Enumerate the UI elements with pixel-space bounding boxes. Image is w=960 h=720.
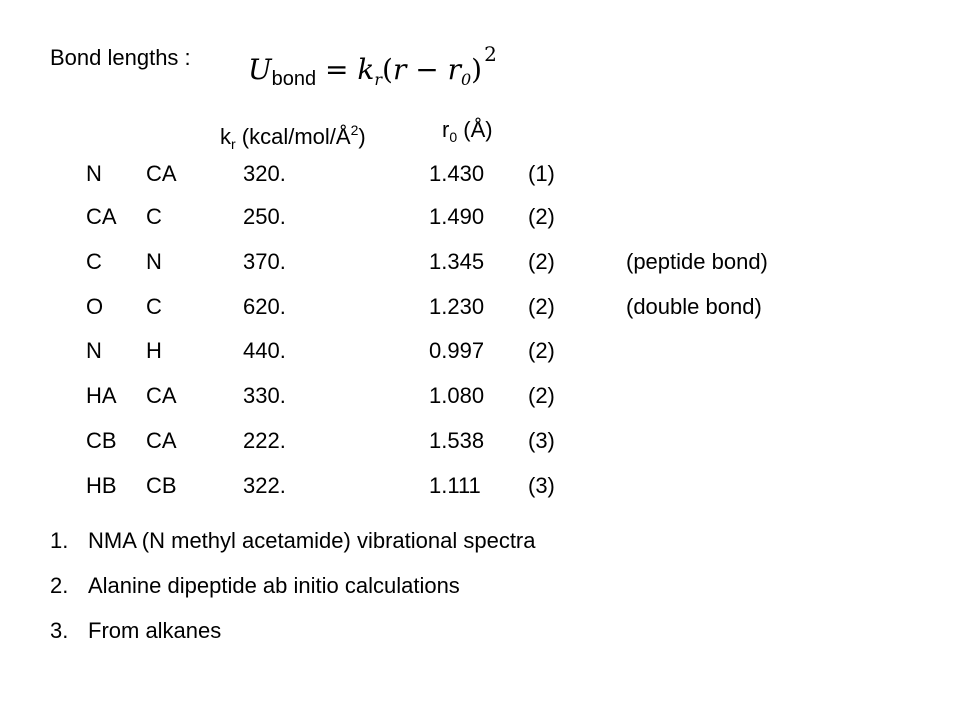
formula-r0-subscript: 0 (460, 70, 472, 89)
reference-text: Alanine dipeptide ab initio calculations (88, 573, 460, 598)
header-kr-subscript: r (231, 136, 236, 152)
formula-lhs: U (248, 53, 272, 86)
atom-1: HB (86, 473, 117, 498)
atom-1: O (86, 294, 104, 319)
force-constant: 330. (243, 383, 286, 408)
atom-2: CA (146, 161, 177, 186)
formula-close-paren: ) (471, 53, 483, 86)
header-kr-unit: (kcal/mol/Å (235, 124, 351, 149)
equilibrium-length: 0.997 (429, 338, 485, 363)
formula-open-paren: ( (382, 53, 393, 86)
atom-2: CA (146, 428, 177, 453)
table-row (0, 160, 960, 190)
atom-1: N (86, 338, 102, 363)
table-row (0, 427, 960, 457)
reference-number: 1. (50, 528, 69, 553)
force-constant: 322. (243, 473, 286, 498)
force-constant: 222. (243, 428, 286, 453)
reference-text: From alkanes (88, 618, 222, 643)
atom-2: C (146, 294, 162, 319)
equilibrium-length: 1.080 (429, 383, 485, 408)
row-note: (peptide bond) (626, 249, 768, 274)
atom-1: CB (86, 428, 117, 453)
atom-2: H (146, 338, 162, 363)
reference: (2) (528, 204, 555, 229)
table-row (0, 203, 960, 233)
reference-number: 2. (50, 573, 69, 598)
reference: (3) (528, 473, 555, 498)
table-row (0, 337, 960, 367)
table-row (0, 248, 960, 278)
atom-1: C (86, 249, 102, 274)
equilibrium-length: 1.111 (429, 473, 481, 498)
header-r0-r: r (442, 117, 450, 142)
header-kr-unit-close: ) (358, 124, 366, 149)
force-constant: 370. (243, 249, 286, 274)
atom-2: C (146, 204, 162, 229)
formula-exponent: 2 (484, 42, 497, 66)
header-kr-superscript: 2 (350, 122, 359, 138)
atom-2: CB (146, 473, 177, 498)
force-constant: 620. (243, 294, 286, 319)
list-item (50, 617, 850, 647)
equilibrium-length: 1.430 (429, 161, 485, 186)
atom-1: CA (86, 204, 117, 229)
equilibrium-length: 1.538 (429, 428, 485, 453)
reference: (3) (528, 428, 555, 453)
list-item (50, 527, 850, 557)
bond-energy-formula (248, 34, 497, 100)
reference-text: NMA (N methyl acetamide) vibrational spectra (88, 528, 536, 553)
formula-k: k (357, 53, 375, 86)
force-constant: 320. (243, 161, 286, 186)
reference: (2) (528, 294, 555, 319)
force-constant: 440. (243, 338, 286, 363)
header-equilibrium-length (442, 116, 493, 151)
atom-2: CA (146, 383, 177, 408)
formula-r: r (392, 53, 407, 86)
table-row (0, 293, 960, 323)
formula-minus: − (406, 53, 448, 86)
header-kr-k: k (220, 124, 231, 149)
atom-1: HA (86, 383, 117, 408)
force-constant: 250. (243, 204, 286, 229)
formula-r0: r (447, 53, 461, 86)
header-r0-unit: (Å) (457, 117, 493, 142)
header-force-constant (220, 116, 366, 158)
row-note: (double bond) (626, 294, 762, 319)
reference-number: 3. (50, 618, 69, 643)
list-item (50, 572, 850, 602)
atom-2: N (146, 249, 162, 274)
formula-lhs-subscript: bond (271, 68, 317, 90)
atom-1: N (86, 161, 102, 186)
formula-k-subscript: r (374, 70, 382, 89)
reference: (2) (528, 249, 555, 274)
reference: (2) (528, 338, 555, 363)
reference: (1) (528, 161, 555, 186)
equilibrium-length: 1.345 (429, 249, 485, 274)
equilibrium-length: 1.490 (429, 204, 485, 229)
reference: (2) (528, 383, 555, 408)
slide-title: Bond lengths : (50, 45, 191, 70)
table-row (0, 382, 960, 412)
equilibrium-length: 1.230 (429, 294, 485, 319)
formula-equals: = (316, 53, 358, 86)
header-r0-subscript: 0 (449, 129, 458, 145)
table-row (0, 472, 960, 502)
